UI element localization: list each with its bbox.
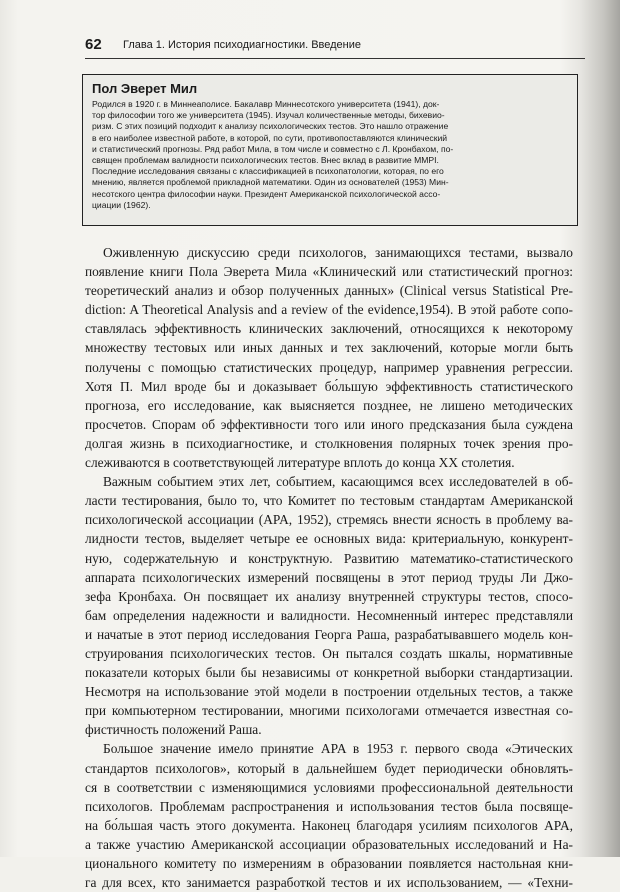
text-line: слеживаются в соответствующей литературе вплоть до конца XX столетия. — [85, 455, 515, 471]
bio-line: в его наиболее известной работе, в которой, по сути, противопоставляются клинический — [92, 132, 448, 143]
bio-line: ризм. С этих позиций подходит к анализу психологических тестов. Это нашло отражение — [92, 121, 449, 132]
text-line: на бо́льшая часть этого документа. Наконец благодаря усилиям психологов APA, — [85, 817, 573, 833]
bio-line: Родился в 1920 г. в Миннеаполисе. Бакалавр Миннесотского университета (1941), док- — [92, 99, 440, 109]
paragraph — [85, 472, 573, 739]
text-line: ставлялась эффективность клинических заключений, относящихся к некоторому — [85, 321, 573, 337]
text-line: Большое значение имело принятие APA в 1953 г. первого свода «Этических — [103, 741, 573, 757]
text-line: теоретический анализ и обзор полученных данных» (Clinical versus Statistical Pre- — [85, 283, 573, 299]
text-line: при компьютерном тестировании, многими психологами отмечается известная со- — [85, 703, 573, 719]
bio-line: и статистический прогнозы. Ряд работ Мила, в том числе и совместно с Л. Кронбахом, по- — [92, 143, 454, 154]
text-line: зефа Кронбаха. Он посвящает их анализу внутренней структуры тестов, спосо- — [85, 588, 573, 604]
text-line: получены с помощью статистических процедур, например уравнения регрессии. — [85, 359, 573, 375]
chapter-title: Глава 1. История психодиагностики. Введение — [123, 39, 362, 51]
page-number: 62 — [85, 36, 102, 53]
text-line: бам определения надежности и валидности. Несомненный интерес представляли — [85, 607, 573, 623]
text-line: появление книги Пола Эверета Мила «Клинический или статистический прогноз: — [85, 264, 573, 280]
text-line: долгая жизнь в психодиагностике, и столкновения полярных точек зрения про- — [85, 435, 573, 451]
paragraph — [85, 243, 573, 472]
paragraph — [85, 739, 573, 892]
biography-title: Пол Эверет Мил — [92, 81, 198, 96]
text-line: множеству тестовых или иных данных и тех заключений, которые могли быть — [85, 340, 573, 356]
page-edge-shadow — [580, 0, 620, 857]
text-line: га для всех, кто занимается разработкой тестов и их использованием, — «Техни- — [85, 875, 573, 891]
text-line: ционального комитету по измерениям в образовании появляется настольная кни- — [85, 856, 573, 871]
text-line: прогноза, его исследование, как выясняется позднее, не лишено методических — [85, 397, 573, 413]
running-header — [85, 36, 585, 58]
text-line: ласти тестирования, было то, что Комитет по тестовым стандартам Американской — [85, 493, 573, 509]
text-line: лидности тестов, выделяет четыре ее основных вида: критериальную, конкурент- — [85, 531, 573, 547]
bio-line: священ проблемам валидности психологических тестов. Внес вклад в развитие MMPI. — [92, 155, 439, 166]
text-line: фистичность положений Раша. — [85, 722, 262, 738]
main-text — [85, 243, 573, 892]
bio-line: Последние исследования связаны с классификацией в психопатологии, которая, по его — [92, 166, 444, 177]
header-divider — [85, 58, 585, 59]
text-line: Несмотря на использование этой модели в построении отдельных тестов, а также — [85, 684, 573, 700]
text-line: струирования психологических тестов. Он пытался создать шкалы, нормативные — [85, 645, 573, 661]
text-line: стандартов психологов», который в дальнейшем будет периодически обновлять- — [85, 760, 573, 776]
text-line: психологической ассоциации (APA, 1952), стремясь внести ясность в проблему ва- — [85, 512, 573, 528]
text-line: психологов. Проблемам распространения и использования тестов была посвяще- — [85, 798, 573, 814]
bio-line: несотского центра философии науки. Президент Американской психологической ассо- — [92, 188, 441, 199]
text-line: ся в соответствии с изменяющимися условиями профессиональной деятельности — [85, 779, 573, 795]
text-line: а также участию Американской ассоциации образовательных исследований и На- — [85, 836, 573, 852]
text-line: ную, содержательную и конструктную. Развитию математико-статистического — [85, 550, 573, 566]
text-line: показатели которых были бы независимы от конкретной выборки стандартизации. — [85, 665, 573, 681]
biography-box — [82, 74, 578, 226]
text-line: и начатые в этот период исследования Георга Раша, разрабатывавшего модель кон- — [85, 626, 573, 642]
text-line: diction: A Theoretical Analysis and a review of the evidence,1954). В этой работе сопо- — [85, 302, 573, 318]
bio-line: циации (1962). — [92, 199, 151, 210]
text-line: аппарата психологических измерений посвящены в этот период труды Ли Джо- — [85, 569, 573, 585]
text-line: Важным событием этих лет, событием, касающимся всех исследователей в об- — [103, 474, 573, 490]
biography-text — [92, 99, 568, 211]
text-line: Оживленную дискуссию среди психологов, занимающихся тестами, вызвало — [103, 245, 573, 260]
bio-line: тор философии того же университета (1945). Изучал количественные методы, бихевио- — [92, 110, 445, 121]
bio-line: мнению, является проблемой прикладной математики. Один из основателей (1953) Мин- — [92, 177, 449, 188]
text-line: Хотя П. Мил вроде бы и доказывает бо́льшую эффективность статистического — [85, 378, 573, 394]
text-line: просчетов. Спорам об эффективности того или иного предсказания была суждена — [85, 416, 573, 432]
